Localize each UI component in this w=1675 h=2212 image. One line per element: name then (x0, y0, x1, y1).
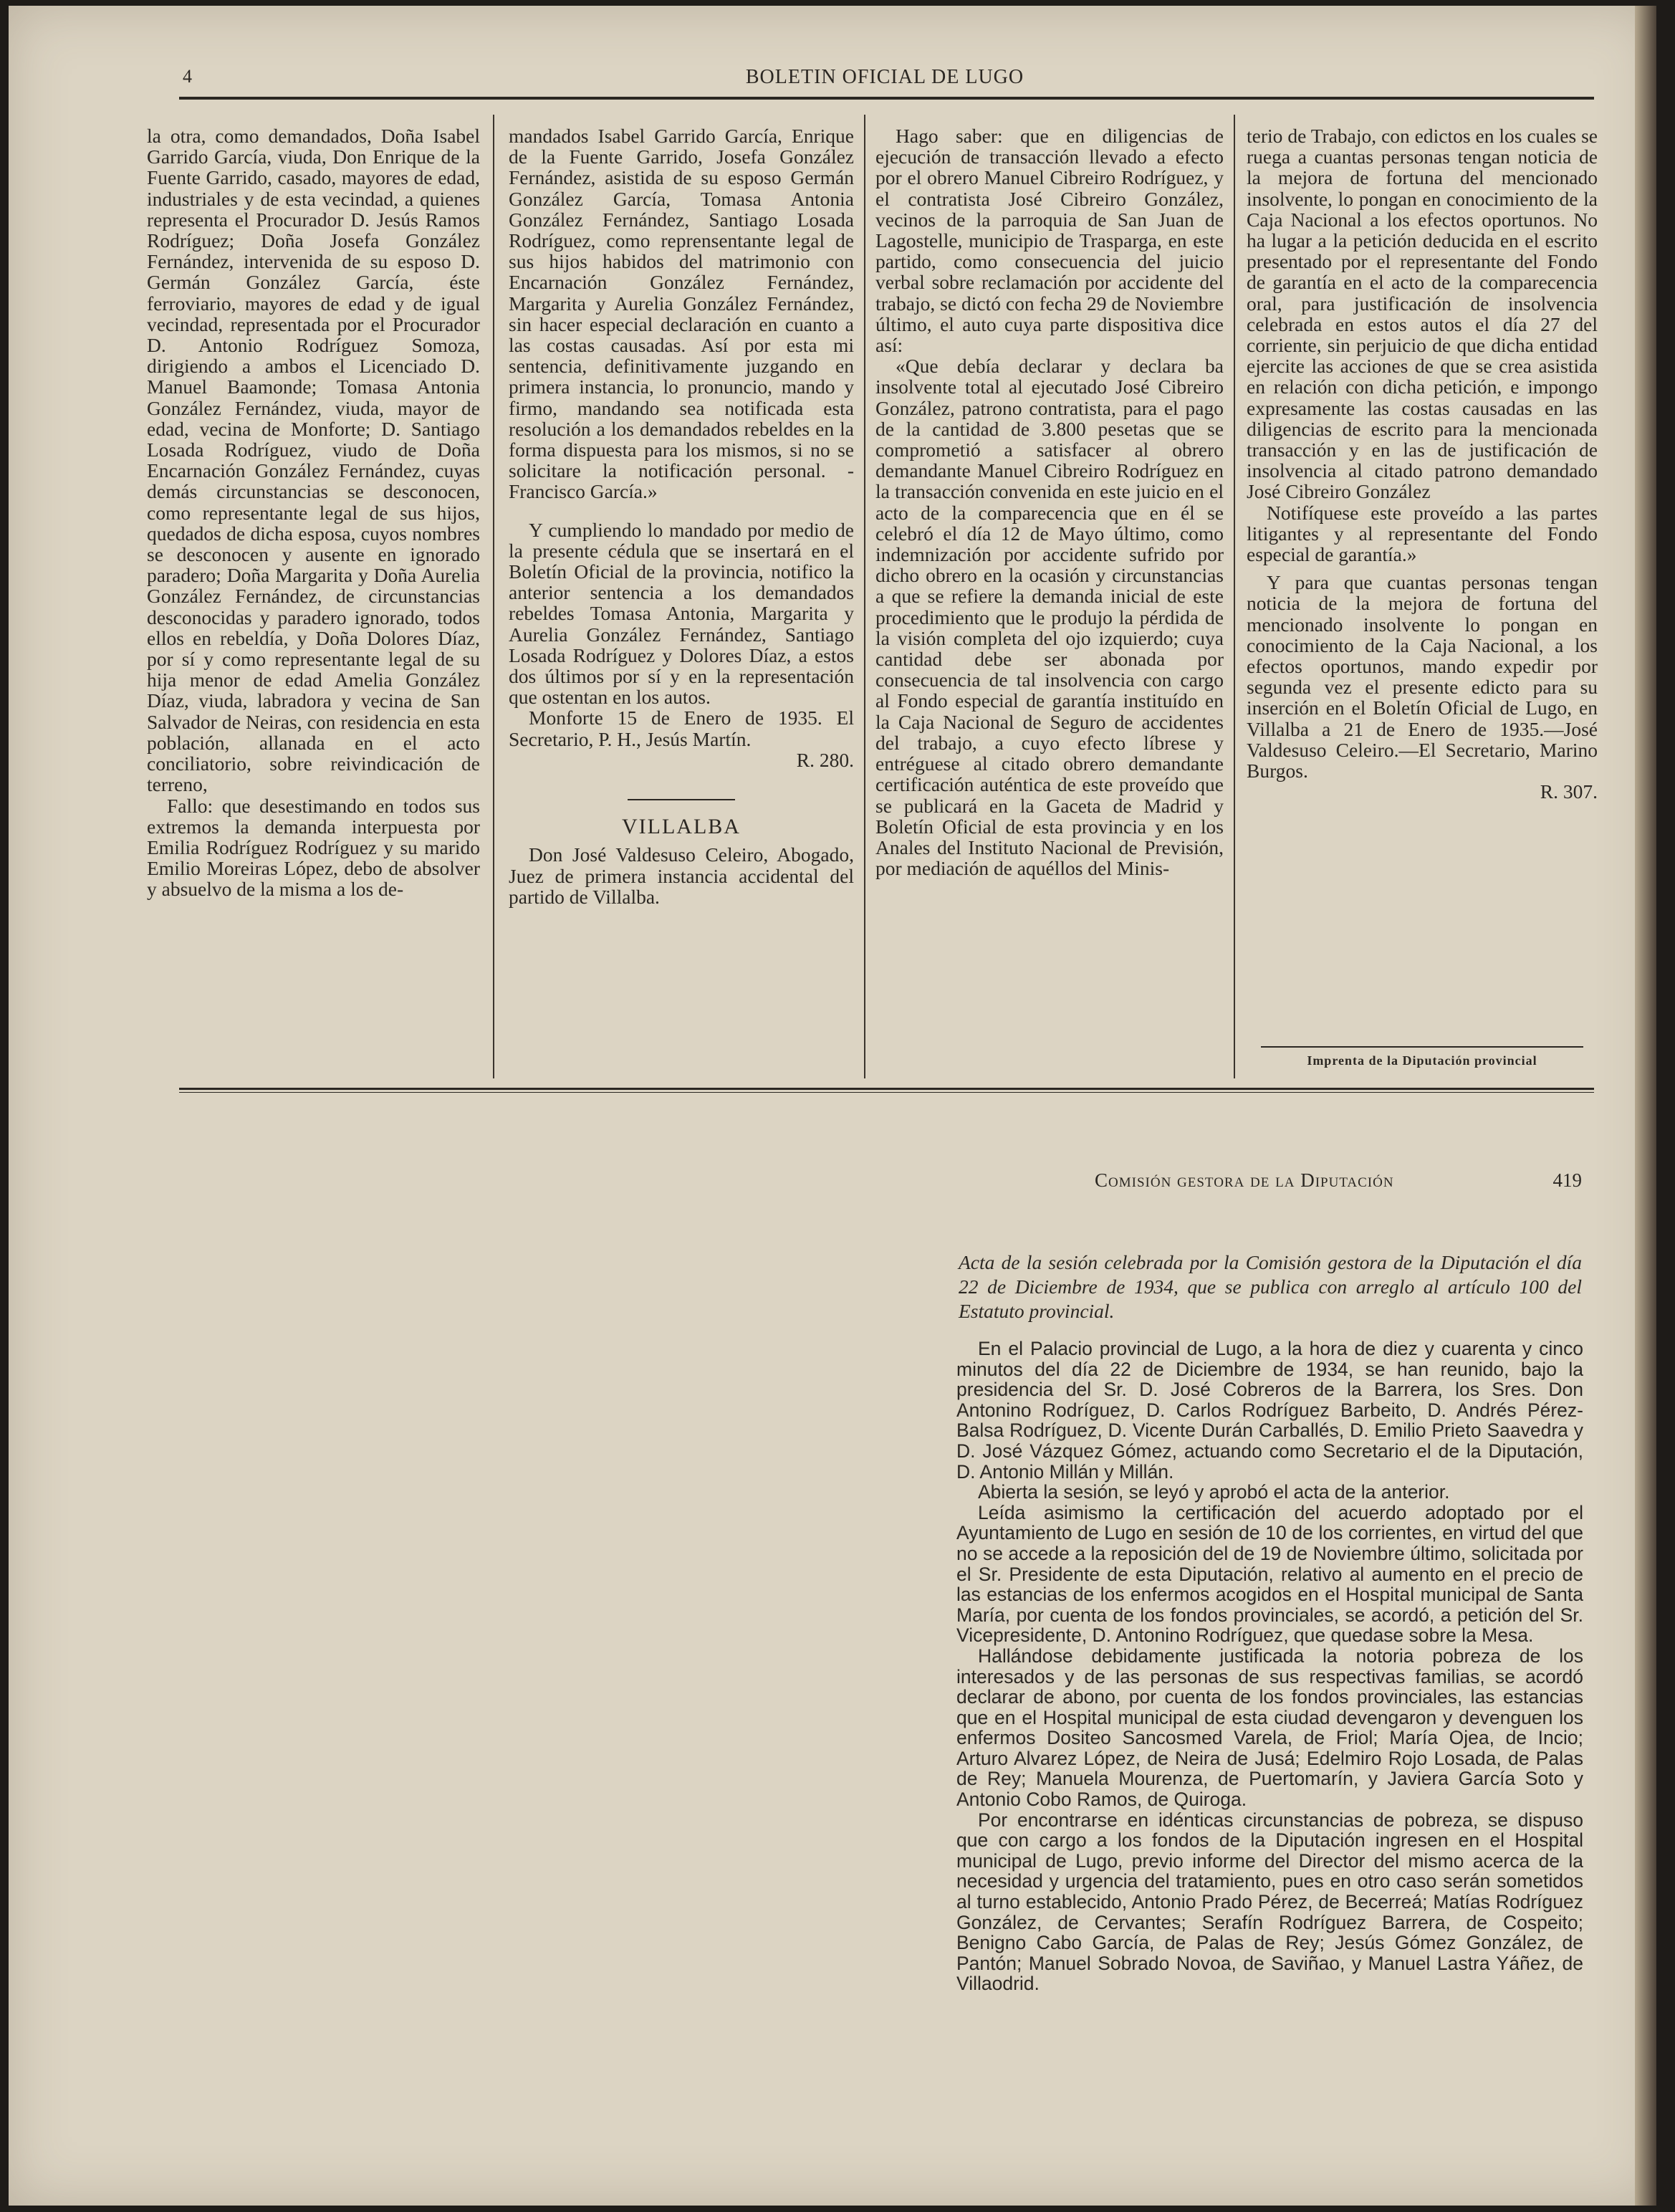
header-rule (179, 97, 1594, 100)
paragraph: Hago saber: que en diligencias de ejecución de transacción llevado a efecto por el obrero Manuel Cibreiro Rodríguez, y el contratista José Cibreiro González, vecinos de la parroquia de San Juan de Lagostelle, municipio de Trasparga, en este partido, como consecuencia del juicio verbal sobre reclamación por accidente del trabajo, se dictó con fecha 29 de Noviembre último, el auto cuya parte dispositiva dice así: (875, 125, 1224, 357)
lower-page-number: 419 (1552, 1169, 1582, 1191)
paragraph: Y cumpliendo lo mandado por medio de la presente cédula que se insertará en el Boletín Oficial de la provincia, notifico la anterior sentencia a los demandados rebeldes Tomasa Antonia, Margarita y Aurelia González Fernández, Santiago Losada Rodríguez y Dolores Díaz, a estos dos últimos por sí y en la representación que ostentan en los autos. (509, 518, 854, 709)
paragraph: Y para que cuantas personas tengan noticia de la mejora de fortuna del mencionado insolvente lo pongan en conocimiento de la Caja Nacional, a los efectos oportunos, mando expedir por segunda vez el presente edicto para su inserción en el Boletín Oficial de Lugo, en Villalba a 21 de Enero de 1935.—José Valdesuso Celeiro.—El Secretario, Marino Burgos. (1247, 571, 1598, 782)
column-divider (493, 115, 494, 1078)
section-rule (628, 799, 735, 800)
paragraph: Hallándose debidamente justificada la notoria pobreza de los interesados y de las personas de sus respectivas familias, se acordó declarar de abono, por cuenta de los fondos provinciales, las estancias que en el Hospital municipal de esta ciudad devengaron y devenguen los enfermos Dositeo Sancosmed Varela, de Friol; María Ojea, de Incio; Arturo Alvarez López, de Neira de Jusá; Edelmiro Rojo Losada, de Palas de Rey; Manuela Mourenza, de Puertomarín, y Javiera García Soto y Antonio Cobo Ramos, de Quiroga. (956, 1644, 1583, 1811)
paragraph: terio de Trabajo, con edictos en los cuales se ruega a cuantas personas tengan noticia de la mejora de fortuna del mencionado insolvente, lo pongan en conocimiento de la Caja Nacional a los efectos oportunos. No ha lugar a la petición deducida en el escrito presentado por el representante del Fondo de garantía en el acto de la comparecencia oral, para justificación de insolvencia celebrada en estos autos el día 27 del corriente, sin perjuicio de que dicha entidad ejercite las acciones de que se crea asistida en relación con dicha petición, e impongo expresamente las costas causadas en las diligencias de escrito para la mencionada transacción y en las de justificación de insolvencia al citado patrono demandado José Cibreiro González (1247, 125, 1598, 503)
page-number: 4 (183, 66, 192, 87)
journal-title: BOLETIN OFICIAL DE LUGO (745, 66, 1024, 88)
paragraph: Abierta la sesión, se leyó y aprobó el acta de la anterior. (978, 1481, 1450, 1503)
paragraph: Fallo: que desestimando en todos sus extremos la demanda interpuesta por Emilia Rodríguez Rodríguez y su marido Emilio Moreiras López, debo de absolver y absuelvo de la misma a los de- (147, 794, 480, 901)
column-divider (864, 115, 865, 1078)
column-2 (509, 125, 854, 1078)
page-divider-rule (179, 1088, 1594, 1090)
paragraph: la otra, como demandados, Doña Isabel Garrido García, viuda, Don Enrique de la Fuente Garrido, casado, mayores de edad, industriales y de esta vecindad, a quienes representa el Procurador D. Jesús Ramos Rodríguez; Doña Josefa González Fernández, intervenida de su esposo D. Germán González García, éste ferroviario, mayores de edad y de igual vecindad, representada por el Procurador D. Antonio Rodríguez Somoza, dirigiendo a ambos el Licenciado D. Manuel Baamonde; Tomasa Antonia González Fernández, viuda, mayor de edad, vecina de Monforte; D. Santiago Losada Rodríguez, viudo de Doña Encarnación González Fernández, cuyas demás circunstancias se desconocen, como representante legal de sus hijos, quedados de dicha esposa, cuyos nombres se desconocen y ausente en ignorado paradero; Doña Margarita y Doña Aurelia González Fernández, de circunstancias desconocidas y paradero ignorado, todos ellos en rebeldía, y Doña Dolores Díaz, por sí y como representante legal de su hija menor de edad Amelia González Díaz, viuda, labradora y vecina de San Salvador de Neiras, con residencia en esta población, allanada en el acto conciliatorio, sobre reivindicación de terreno, (147, 125, 480, 796)
top-page-header (183, 66, 1587, 95)
paragraph: mandados Isabel Garrido García, Enrique de la Fuente Garrido, Josefa González Fernández, asistida de su esposo Germán González García, Tomasa Antonia González Fernández, Santiago Losada Rodríguez, como reprensentante legal de sus hijos habidos del matrimonio con Encarnación González Fernández, Margarita y Aurelia González Fernández, sin hacer especial declaración en cuanto a las costas causadas. Así por esta mi sentencia, definitivamente juzgando en primera instancia, lo pronuncio, mando y firmo, mandando sea notificada esta resolución a los demandados rebeldes en la forma dispuesta para los mismos, si no se solicitare la notificación personal. - Francisco García.» (509, 125, 854, 503)
lower-page-header (1095, 1169, 1582, 1195)
reference-number: R. 307. (1540, 780, 1598, 803)
paragraph: Leída asimismo la certificación del acuerdo adoptado por el Ayuntamiento de Lugo en sesión de 10 de los corrientes, en virtud del que no se accede a la reposición del de 19 de Noviembre último, solicitada por el Sr. Presidente de esta Diputación, relativo al aumento en el precio de las estancias de los enfermos acogidos en el Hospital municipal de Santa María, por cuenta de los fondos provinciales, se acordó, a petición del Sr. Vicepresidente, D. Antonino Rodríguez, que quedase sobre la Mesa. (956, 1501, 1583, 1647)
column-1 (147, 125, 480, 1078)
imprint-line: Imprenta de la Diputación provincial (1307, 1053, 1537, 1068)
column-4 (1247, 125, 1598, 1078)
session-body (956, 1339, 1583, 1994)
paragraph: Por encontrarse en idénticas circunstancias de pobreza, se dispuso que con cargo a los fondos de la Diputación ingresen en el Hospital municipal de Lugo, previo informe del Director del mismo acerca de la necesidad y urgencia del tratamiento, pues en otro caso serán sometidos al turno establecido, Antonio Prado Pérez, de Becerreá; Matías Rodríguez González, de Cervantes; Serafín Rodríguez Barrera, de Cospeito; Benigno Cabo García, de Palas de Rey; Jesús Gómez González, de Pantón; Manuel Sobrado Novoa, de Saviñao, y Manuel Lastra Yáñez, de Villaodrid. (956, 1809, 1583, 1995)
column-3 (875, 125, 1224, 1078)
paragraph: Don José Valdesuso Celeiro, Abogado, Juez de primera instancia accidental del partido de Villalba. (509, 843, 854, 908)
paragraph: «Que debía declarar y declara ba insolvente total al ejecutado José Cibreiro González, patrono contratista, para el pago de la cantidad de 3.800 pesetas que se comprometió a satisfacer al obrero demandante Manuel Cibreiro Rodríguez en la transacción convenida en este juicio en el acto de la comparecencia que en él se celebró el día 12 de Mayo último, como indemnización por accidente sufrido por dicho obrero en la ocasión y circunstancias a que se refiere la demanda inicial de este procedimiento que le produjo la pérdida de la visión completa del ojo izquierdo; cuya cantidad debe ser abonada por consecuencia de tal insolvencia con cargo al Fondo especial de garantía instituído en la Caja Nacional de Seguro de accidentes del trabajo, a cuyo efecto líbrese y entréguese al citado obrero demandante certificación auténtica de este proveído que se publicará en la Gaceta de Madrid y Boletín Oficial de esta provincia y en los Anales del Instituto Nacional de Previsión, por mediación de aquéllos del Minis- (875, 355, 1224, 880)
paragraph: En el Palacio provincial de Lugo, a la hora de diez y cuarenta y cinco minutos del día 22 de Diciembre de 1934, se han reunido, bajo la presidencia del Sr. D. José Cobreros de la Barrera, los Sres. Don Antonino Rodríguez, D. Carlos Rodríguez Barbeito, D. Andrés Pérez-Balsa Rodríguez, D. Vicente Durán Carballés, D. Emilio Prieto Saavedra y D. José Vázquez Gómez, actuando como Secretario el de la Diputación, D. Antonio Millán y Millán. (956, 1338, 1583, 1483)
session-title: Acta de la sesión celebrada por la Comisión gestora de la Diputación el día 22 de Diciembre de 1934, que se publica con arreglo al artículo 100 del Estatuto provincial. (959, 1251, 1582, 1322)
paragraph: Notifíquese este proveído a las partes litigantes y al representante del Fondo especial de garantía.» (1247, 501, 1598, 566)
paragraph: Monforte 15 de Enero de 1935. El Secretario, P. H., Jesús Martín. (509, 707, 854, 750)
binding-edge (1635, 6, 1656, 2206)
page-divider-rule-thin (179, 1092, 1594, 1093)
column-divider (1234, 115, 1235, 1078)
imprint-rule (1261, 1046, 1583, 1048)
running-head: Comisión gestora de la Diputación (1095, 1169, 1394, 1191)
reference-number: R. 280. (796, 748, 854, 771)
section-heading: VILLALBA (622, 815, 741, 839)
